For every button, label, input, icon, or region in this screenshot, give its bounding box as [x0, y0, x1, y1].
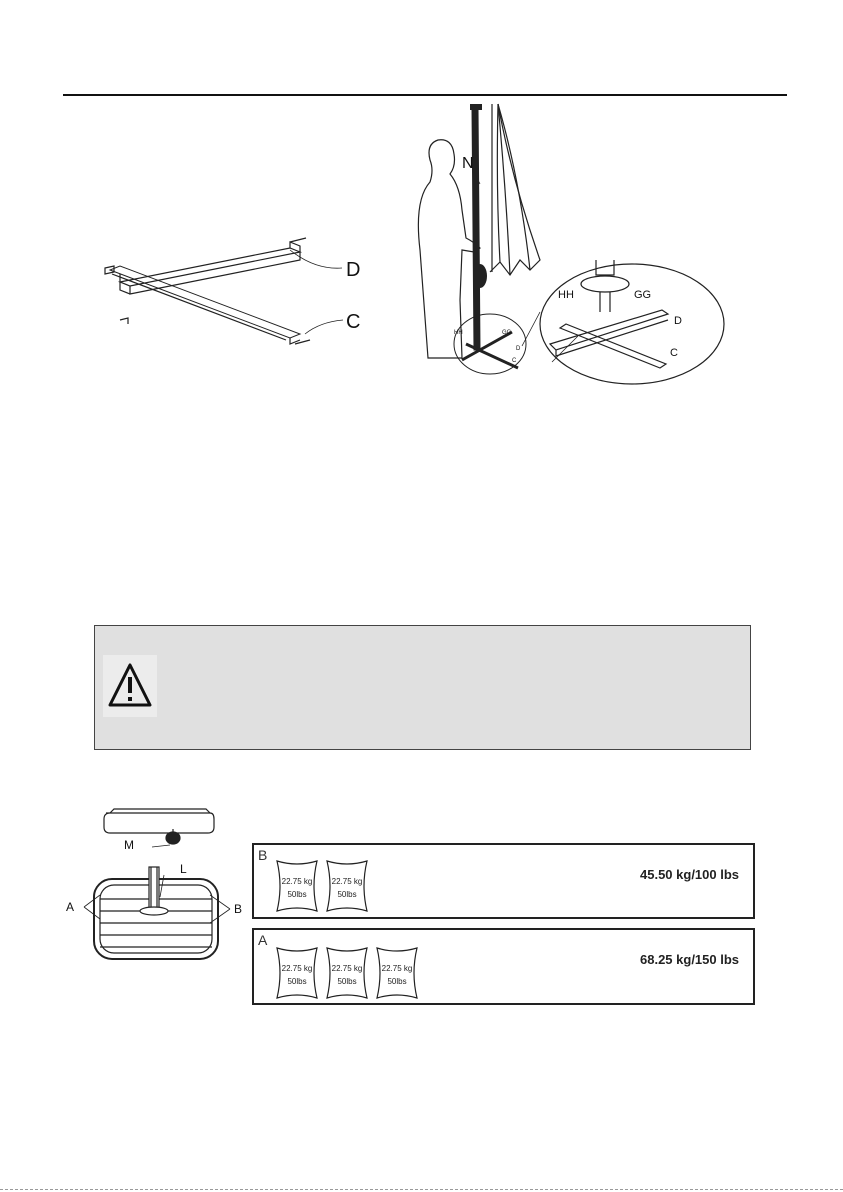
label-c-small: C — [512, 358, 517, 364]
label-hh-small: HH — [454, 330, 463, 336]
sandbag-kg: 22.75 kg — [381, 964, 413, 973]
sandbag-kg: 22.75 kg — [331, 877, 363, 886]
label-a: A — [66, 900, 75, 914]
sandbag-lbs: 50lbs — [287, 977, 307, 986]
folded-canopy — [490, 104, 540, 275]
sandbag-kg: 22.75 kg — [281, 964, 313, 973]
umbrella-pole — [472, 108, 480, 350]
label-d: D — [674, 315, 682, 327]
warning-box — [94, 625, 751, 750]
label-hh: HH — [558, 289, 574, 301]
label-m: M — [124, 838, 134, 852]
label-d: D — [346, 259, 361, 281]
label-gg: GG — [634, 289, 652, 301]
weight-box-b — [252, 843, 755, 919]
sandbag-kg: 22.75 kg — [331, 964, 363, 973]
warning-triangle-icon — [107, 661, 153, 711]
label-d-small: D — [516, 346, 521, 352]
sandbag-kg: 22.75 kg — [281, 877, 313, 886]
sandbag-lbs: 50lbs — [337, 890, 357, 899]
sandbag — [323, 857, 371, 915]
label-n: N — [462, 155, 474, 172]
total-weight-a: 68.25 kg/150 lbs — [640, 952, 740, 967]
sandbag — [373, 944, 421, 1002]
weighted-base-figure — [60, 805, 250, 965]
person-silhouette — [418, 140, 480, 358]
total-weight-b: 45.50 kg/100 lbs — [640, 867, 740, 882]
sandbag-lbs: 50lbs — [337, 977, 357, 986]
sandbag — [273, 857, 321, 915]
label-gg-small: GG — [502, 330, 512, 336]
weight-box-letter: B — [258, 847, 268, 863]
sandbag — [323, 944, 371, 1002]
label-b: B — [234, 902, 243, 916]
label-l: L — [180, 862, 187, 876]
header-rule — [63, 94, 787, 96]
leader-line-c — [305, 320, 343, 334]
label-c: C — [670, 347, 678, 359]
weight-box-a — [252, 928, 755, 1005]
page-bottom-edge — [0, 1189, 843, 1190]
sandbag — [273, 944, 321, 1002]
cross-base-figure — [100, 240, 380, 340]
sandbag-lbs: 50lbs — [287, 890, 307, 899]
weight-box-letter: A — [258, 932, 268, 948]
warning-icon-container — [103, 655, 157, 717]
label-c: C — [346, 311, 361, 333]
sandbag-lbs: 50lbs — [387, 977, 407, 986]
umbrella-assembly-figure — [400, 100, 730, 385]
